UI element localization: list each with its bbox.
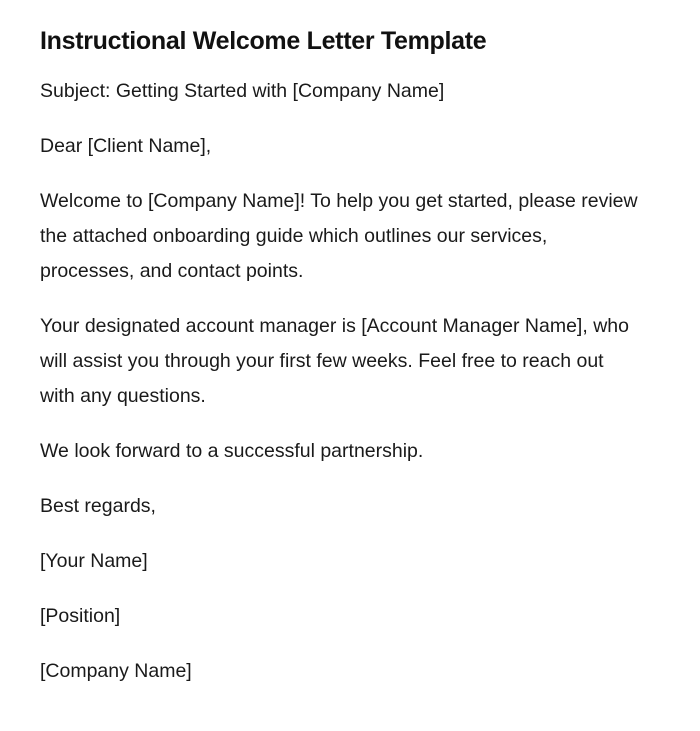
body-paragraph-welcome: Welcome to [Company Name]! To help you get started, please review the attached onboarding guide which outlines our services, processes, and contact points.	[40, 190, 638, 282]
subject-line: Subject: Getting Started with [Company Name]	[40, 80, 445, 102]
signature-name: [Your Name]	[40, 550, 148, 572]
body-paragraph-closing: We look forward to a successful partnership.	[40, 440, 424, 462]
sign-off: Best regards,	[40, 495, 156, 517]
body-paragraph-manager: Your designated account manager is [Account Manager Name], who will assist you through your first few weeks. Feel free to reach out with any questions.	[40, 315, 629, 407]
signature-company: [Company Name]	[40, 660, 192, 682]
document-title: Instructional Welcome Letter Template	[40, 27, 487, 55]
signature-position: [Position]	[40, 605, 121, 627]
salutation: Dear [Client Name],	[40, 135, 212, 157]
